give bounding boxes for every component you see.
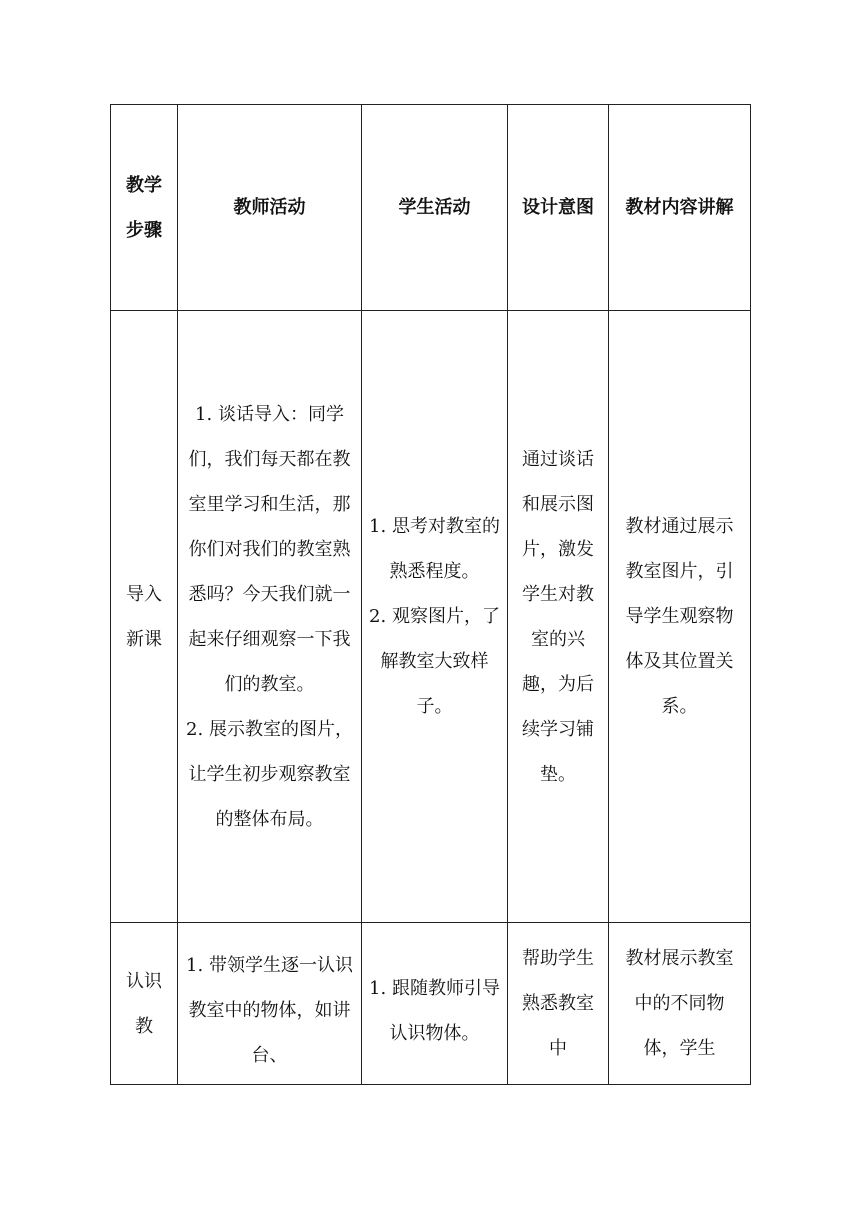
teacher-activity-cell: 1. 带领学生逐一认识教室中的物体，如讲台、 [178, 923, 362, 1085]
header-step: 教学步骤 [111, 105, 178, 311]
header-design-intent: 设计意图 [508, 105, 609, 311]
table-header-row [111, 105, 751, 311]
lesson-plan-table [110, 104, 751, 1085]
student-activity-cell: 1. 思考对教室的熟悉程度。 2. 观察图片，了解教室大致样子。 [362, 311, 508, 923]
header-teacher-activity: 教师活动 [178, 105, 362, 311]
design-intent-cell: 通过谈话和展示图片，激发学生对教室的兴趣，为后续学习铺垫。 [508, 311, 609, 923]
material-explanation-cell: 教材展示教室中的不同物体，学生 [609, 923, 751, 1085]
student-activity-cell: 1. 跟随教师引导认识物体。 [362, 923, 508, 1085]
header-student-activity: 学生活动 [362, 105, 508, 311]
teacher-activity-cell: 1. 谈话导入：同学们，我们每天都在教室里学习和生活，那你们对我们的教室熟悉吗？今天我们就一起来仔细观察一下我们的教室。 2. 展示教室的图片，让学生初步观察教室的整体布局。 [178, 311, 362, 923]
step-cell: 认识教 [111, 923, 178, 1085]
step-cell: 导入新课 [111, 311, 178, 923]
material-explanation-cell: 教材通过展示教室图片，引导学生观察物体及其位置关系。 [609, 311, 751, 923]
design-intent-cell: 帮助学生熟悉教室中 [508, 923, 609, 1085]
table-row [111, 923, 751, 1085]
header-material-explanation: 教材内容讲解 [609, 105, 751, 311]
table-row [111, 311, 751, 923]
